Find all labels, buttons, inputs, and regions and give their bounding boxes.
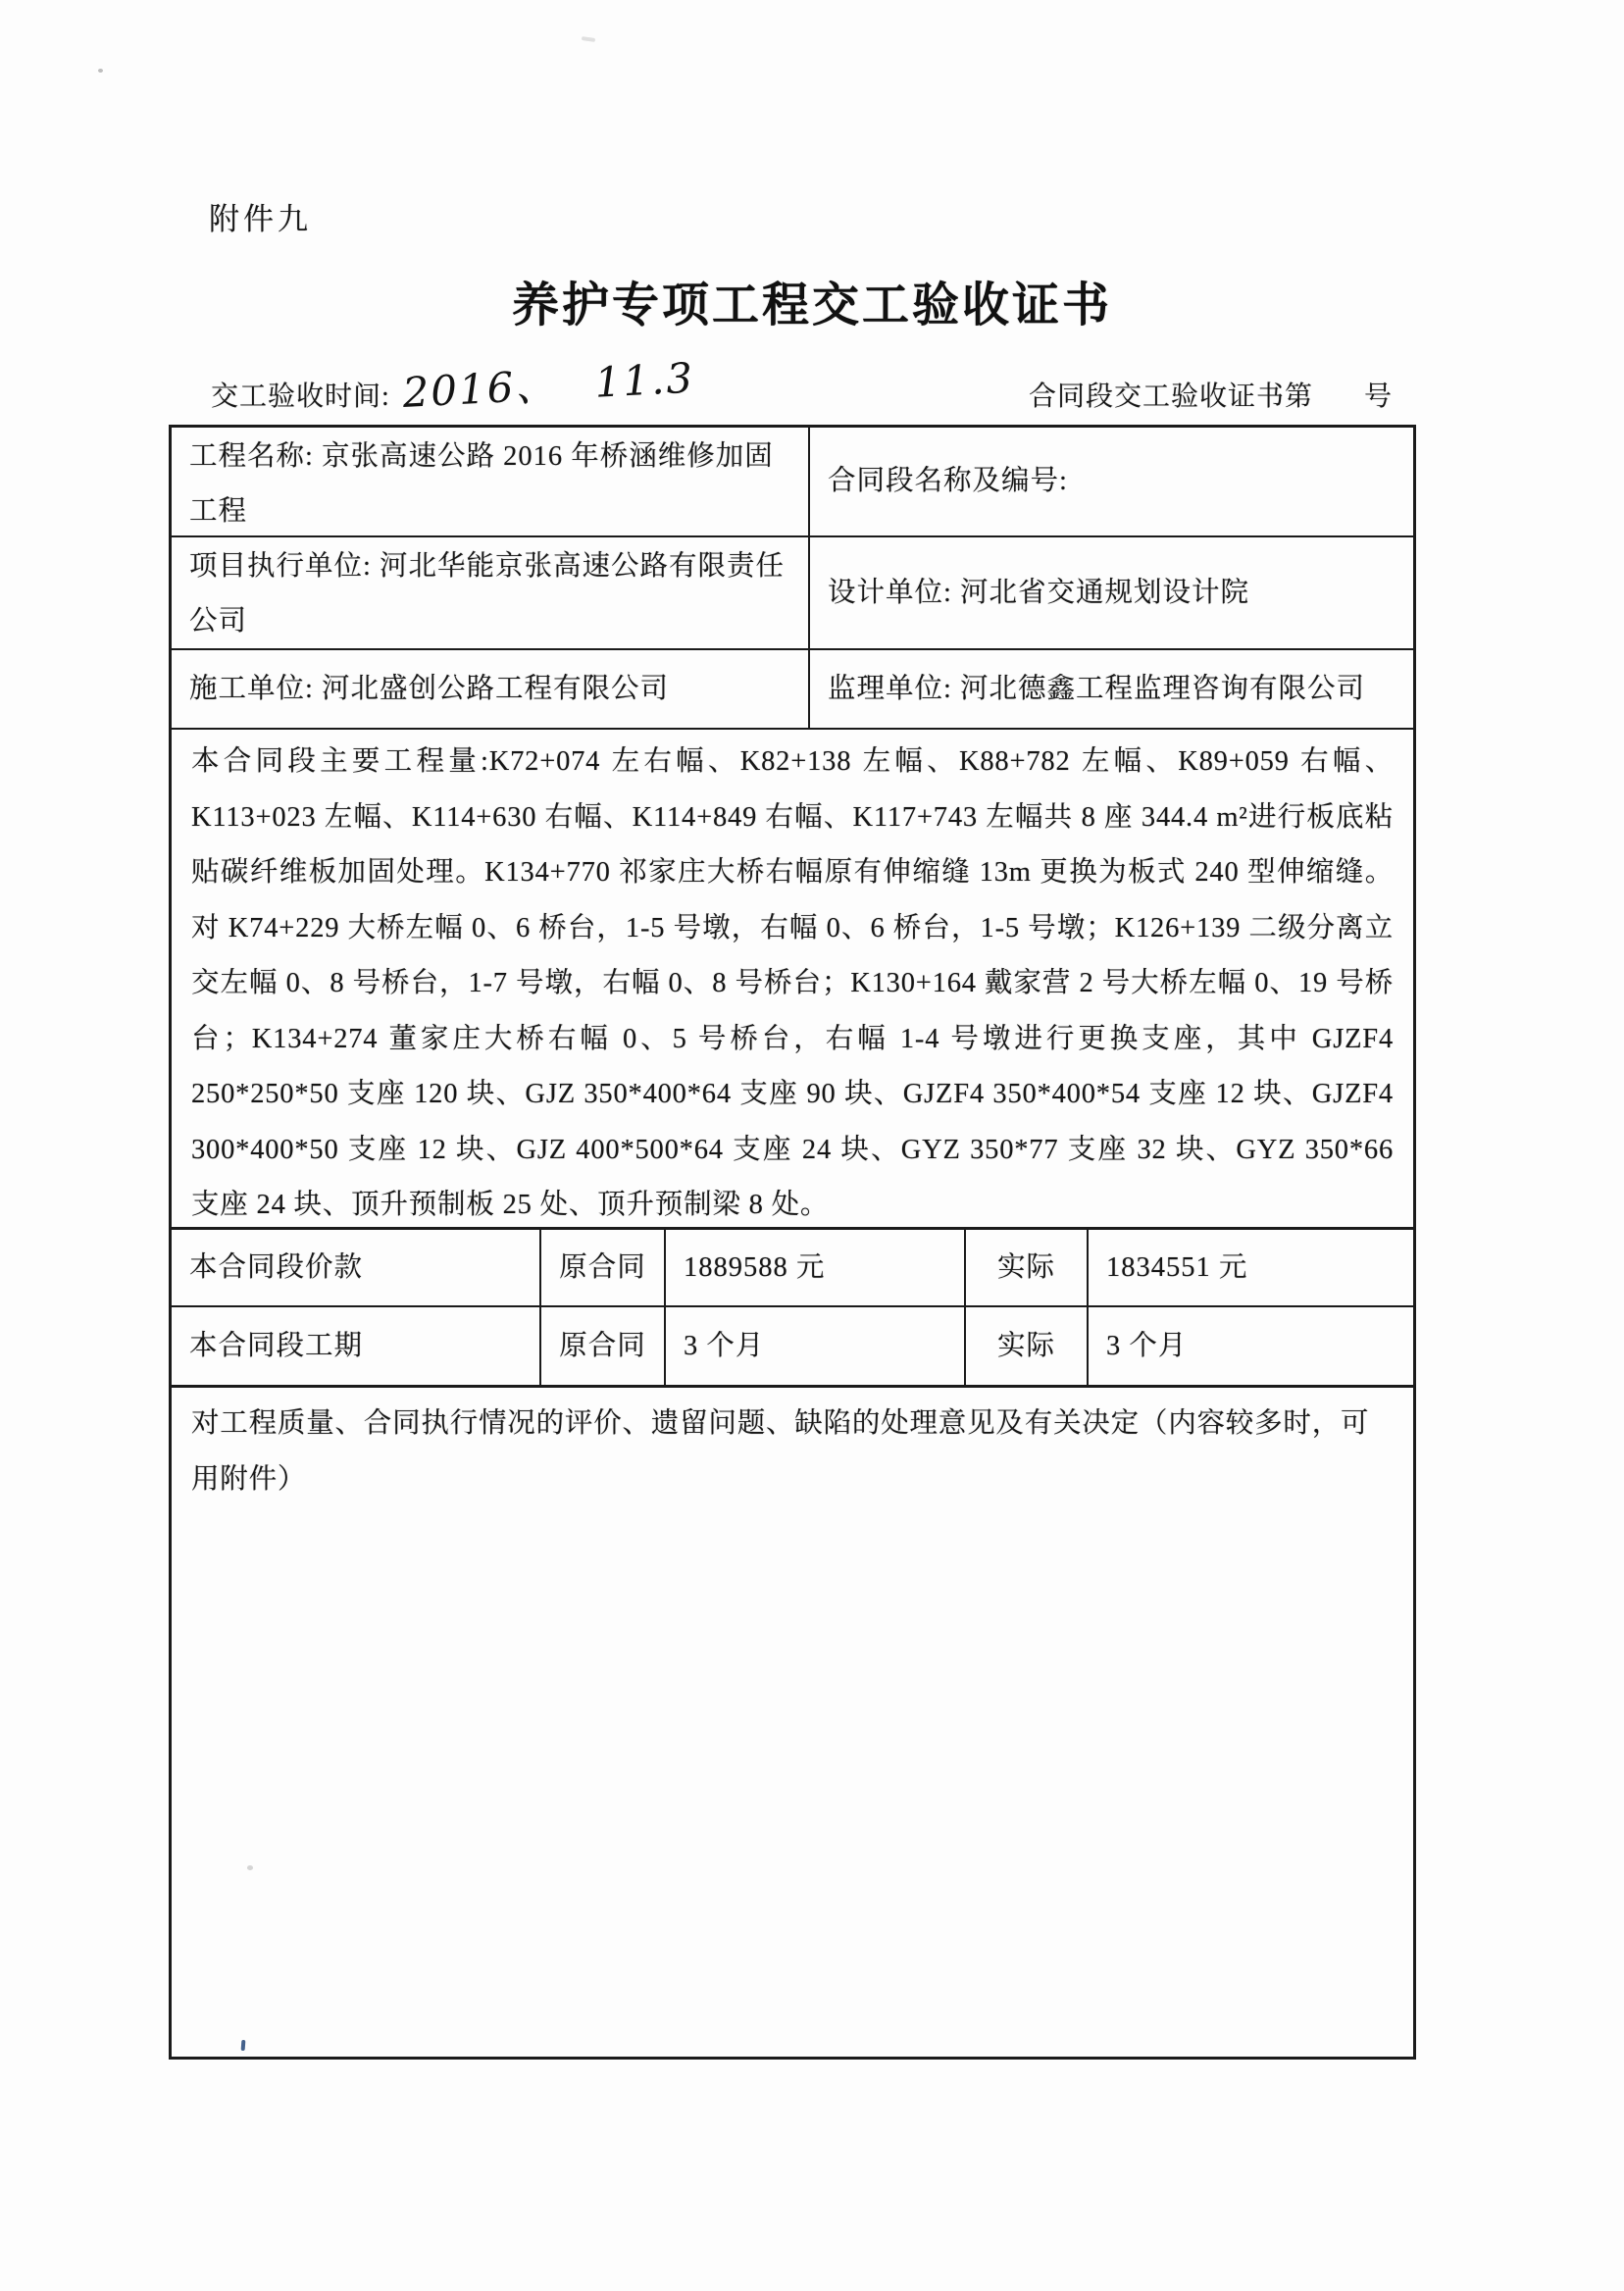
- document-title: 养护专项工程交工验收证书: [511, 278, 1112, 332]
- table-row-units-2: [172, 650, 1413, 730]
- attachment-label: 附件九: [209, 202, 312, 236]
- table-row-duration: [172, 1307, 1413, 1388]
- cert-no-suffix: 号: [1363, 382, 1393, 412]
- duration-original-value-cell: 3 个月: [666, 1307, 966, 1385]
- duration-actual-label-cell: 实际: [966, 1307, 1089, 1385]
- scan-speck: [582, 36, 595, 42]
- executing-unit-cell: 项目执行单位: 河北华能京张高速公路有限责任公司: [172, 537, 810, 648]
- project-name-cell: 工程名称: 京张高速公路 2016 年桥涵维修加固工程: [172, 428, 810, 535]
- cert-number-group: [1029, 375, 1393, 414]
- table-row-project: [172, 428, 1413, 537]
- design-unit-cell: 设计单位: 河北省交通规划设计院: [828, 577, 1250, 608]
- duration-actual-value-cell: 3 个月: [1106, 1330, 1188, 1361]
- price-label-cell: 本合同段价款: [172, 1230, 541, 1305]
- duration-label-cell: 本合同段工期: [172, 1307, 541, 1385]
- table-row-price: [172, 1230, 1413, 1307]
- price-original-label-cell: 原合同: [541, 1230, 666, 1305]
- meta-row: [211, 353, 1393, 418]
- cert-no-prefix: 合同段交工验收证书第: [1028, 382, 1313, 412]
- table-row-units-1: [172, 537, 1413, 650]
- construction-unit-cell: 施工单位: 河北盛创公路工程有限公司: [172, 650, 810, 728]
- blue-ink-tick: [241, 2040, 246, 2051]
- supervision-unit-cell: 监理单位: 河北德鑫工程监理咨询有限公司: [828, 673, 1366, 704]
- contract-section-cell: 合同段名称及编号:: [828, 466, 1068, 496]
- table-row-quantities: [172, 730, 1413, 1230]
- main-quantities-cell: 本合同段主要工程量:K72+074 左右幅、K82+138 左幅、K88+782 左幅、K89+059 右幅、K113+023 左幅、K114+630 右幅、K114+849 右幅、K117+743 左幅共 8 座 344.4 m²进行板底粘贴碳纤维板加固处理。K134+770 祁家庄大桥右幅原有伸缩缝 13m 更换为板式 240 型伸缩缝。对 K74+229 大桥左幅 0、6 桥台，1-5 号墩，右幅 0、6 桥台，1-5 号墩；K126+139 二级分离立交左幅 0、8 号桥台，1-7 号墩，右幅 0、8 号桥台；K130+164 戴家营 2 号大桥左幅 0、19 号桥台；K134+274 董家庄大桥右幅 0、5 号桥台，右幅 1-4 号墩进行更换支座，其中 GJZF4 250*250*50 支座 120 块、GJZ 350*400*64 支座 90 块、GJZF4 350*400*54 支座 12 块、GJZF4 300*400*50 支座 12 块、GJZ 400*500*64 支座 24 块、GYZ 350*77 支座 32 块、GYZ 350*66 支座 24 块、顶升预制板 25 处、顶升预制梁 8 处。: [191, 746, 1395, 1220]
- price-original-value-cell: 1889588 元: [666, 1230, 966, 1305]
- acceptance-time-handwritten-value: 2016、 11.3: [401, 353, 695, 418]
- table-row-evaluation: [172, 1388, 1413, 2055]
- price-actual-label-cell: 实际: [966, 1230, 1089, 1305]
- acceptance-certificate-table: [169, 425, 1416, 2060]
- evaluation-note-cell: 对工程质量、合同执行情况的评价、遗留问题、缺陷的处理意见及有关决定（内容较多时，可用附件）: [191, 1408, 1370, 1495]
- acceptance-time-group: [211, 353, 696, 418]
- duration-original-label-cell: 原合同: [541, 1307, 666, 1385]
- price-actual-value-cell: 1834551 元: [1106, 1251, 1248, 1283]
- scan-speck: [98, 69, 103, 73]
- acceptance-time-label: 交工验收时间:: [211, 382, 390, 412]
